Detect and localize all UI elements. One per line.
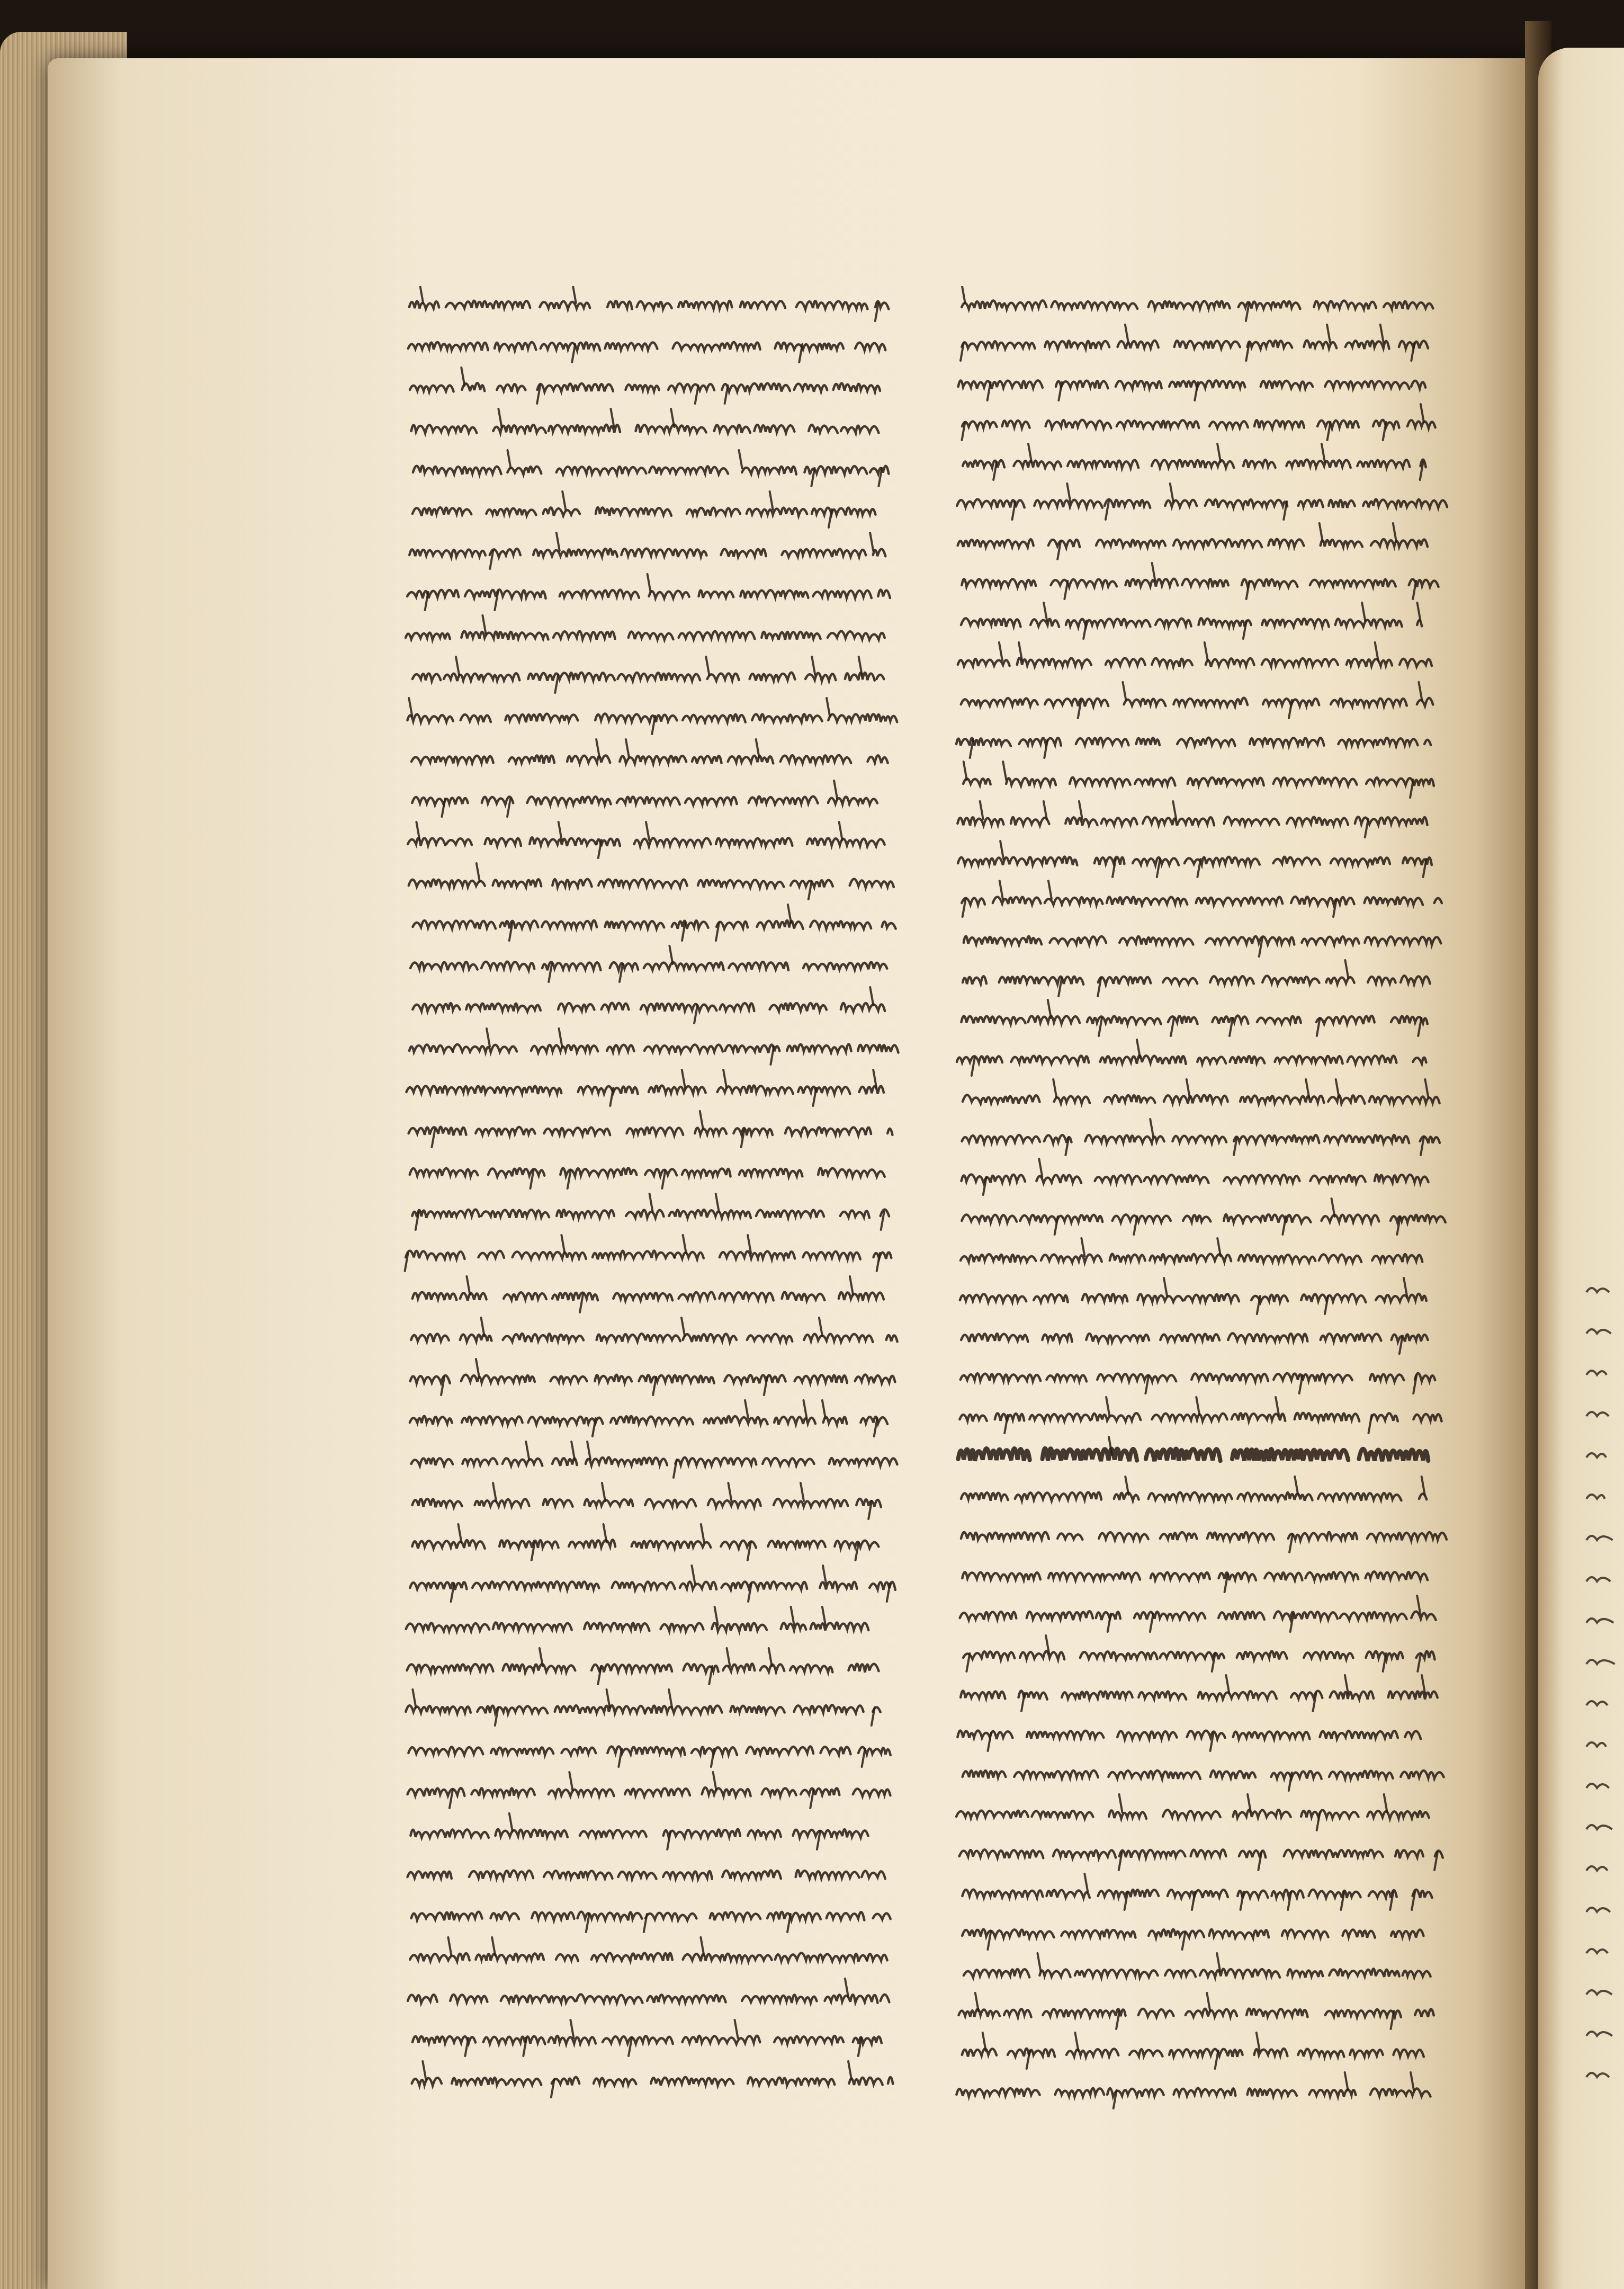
facing-handwritten-fragment <box>1586 1371 1607 1375</box>
handwritten-line <box>409 533 885 569</box>
handwritten-line <box>410 1400 887 1436</box>
facing-handwritten-fragment <box>1586 1453 1606 1458</box>
facing-handwritten-fragment <box>1586 1701 1608 1705</box>
handwritten-line <box>963 960 1430 996</box>
handwritten-line <box>406 1607 869 1631</box>
handwritten-line <box>412 2020 882 2056</box>
handwritten-line <box>956 738 1431 758</box>
handwritten-line <box>412 1194 889 1230</box>
handwritten-line <box>957 1731 1421 1751</box>
handwritten-line <box>956 1794 1429 1830</box>
handwritten-line <box>407 1648 879 1684</box>
handwritten-line <box>962 563 1438 599</box>
handwritten-line <box>406 1689 880 1725</box>
handwritten-line <box>413 450 889 486</box>
facing-handwritten-fragment <box>1586 2032 1612 2036</box>
handwritten-line <box>962 1199 1446 1235</box>
facing-handwritten-fragment <box>1586 1495 1605 1499</box>
handwritten-line <box>962 1119 1440 1155</box>
handwritten-line <box>413 905 896 941</box>
handwritten-line <box>409 1029 899 1065</box>
handwritten-line <box>412 491 875 527</box>
facing-handwritten-fragment <box>1586 1990 1612 1995</box>
handwritten-line <box>957 801 1427 837</box>
handwritten-line <box>963 762 1434 798</box>
facing-handwritten-fragment <box>1586 2073 1609 2077</box>
handwritten-line <box>958 1437 1429 1461</box>
handwritten-line <box>959 1993 1434 2029</box>
handwritten-line <box>961 1238 1422 1263</box>
handwritten-line <box>412 657 884 693</box>
facing-handwritten-fragment <box>1586 1329 1611 1334</box>
handwritten-line <box>411 1318 897 1342</box>
handwritten-line <box>960 1596 1436 1632</box>
handwritten-line <box>962 1571 1428 1592</box>
handwritten-line <box>410 1359 895 1395</box>
facing-handwritten-fragment <box>1586 1288 1609 1292</box>
handwritten-line <box>964 1953 1431 1978</box>
handwritten-line <box>963 1635 1434 1671</box>
facing-handwritten-fragment <box>1586 1619 1613 1623</box>
handwritten-line <box>411 1442 898 1478</box>
handwritten-line <box>959 1397 1441 1433</box>
handwritten-line <box>963 1771 1444 1791</box>
facing-handwritten-fragment <box>1586 1784 1609 1788</box>
right-column-handwriting <box>953 286 1456 2161</box>
handwritten-line <box>405 1235 892 1271</box>
handwritten-line <box>961 325 1428 361</box>
handwritten-line <box>410 1937 887 1962</box>
handwritten-line <box>957 1040 1426 1076</box>
handwritten-line <box>962 2033 1424 2069</box>
handwritten-line <box>412 1276 884 1312</box>
handwritten-line <box>963 444 1426 480</box>
handwritten-line <box>961 1333 1428 1354</box>
handwritten-line <box>406 615 885 640</box>
handwritten-line <box>961 603 1422 639</box>
handwritten-line <box>958 523 1428 559</box>
handwritten-line <box>408 1870 885 1879</box>
handwritten-line <box>958 841 1432 877</box>
handwritten-line <box>411 409 879 433</box>
handwritten-line <box>408 1979 889 2003</box>
handwritten-line <box>410 1813 868 1849</box>
facing-handwritten-fragment <box>1586 1412 1609 1416</box>
handwritten-line <box>958 380 1425 400</box>
handwritten-line <box>962 881 1442 917</box>
handwritten-line <box>962 1874 1432 1910</box>
handwritten-line <box>408 1746 890 1767</box>
handwritten-line <box>411 739 888 764</box>
handwritten-line <box>412 781 877 817</box>
handwritten-line <box>408 1772 891 1808</box>
handwritten-line <box>408 342 885 362</box>
facing-handwritten-fragment <box>1586 1536 1613 1540</box>
facing-handwritten-fragment <box>1586 1577 1610 1581</box>
handwritten-line <box>409 1111 893 1147</box>
handwritten-line <box>957 484 1447 520</box>
handwritten-line <box>962 1159 1429 1195</box>
facing-handwritten-fragment <box>1586 1949 1608 1953</box>
handwritten-line <box>960 1278 1426 1314</box>
handwritten-line <box>412 987 885 1023</box>
handwritten-line <box>407 1070 884 1106</box>
handwritten-line <box>961 1532 1447 1552</box>
handwritten-line <box>964 936 1441 956</box>
handwritten-line <box>956 2072 1430 2108</box>
handwritten-line <box>407 698 897 734</box>
handwritten-line <box>410 1566 895 1602</box>
handwritten-line <box>410 946 887 982</box>
handwritten-line <box>409 863 894 899</box>
handwritten-line <box>958 642 1432 667</box>
handwritten-line <box>962 1929 1423 1950</box>
left-column-handwriting <box>402 286 911 2161</box>
facing-handwritten-fragment <box>1586 1908 1610 1912</box>
handwritten-line <box>962 286 1433 321</box>
handwritten-line <box>412 1483 881 1519</box>
facing-handwritten-fragment <box>1586 1866 1608 1871</box>
handwritten-line <box>408 822 885 858</box>
facing-handwritten-fragment <box>1586 1660 1615 1664</box>
handwritten-line <box>962 1000 1428 1036</box>
handwritten-line <box>961 1675 1438 1711</box>
handwritten-line <box>961 1373 1435 1393</box>
facing-page-handwriting <box>1583 1282 1624 2129</box>
handwritten-line <box>962 404 1435 440</box>
handwritten-line <box>412 1524 878 1560</box>
folio-number <box>905 180 969 212</box>
handwritten-line <box>409 286 889 321</box>
handwritten-line <box>961 682 1433 718</box>
handwritten-line <box>411 1912 891 1932</box>
handwritten-line <box>410 1168 885 1188</box>
handwritten-line <box>407 574 890 610</box>
handwritten-line <box>959 1849 1443 1870</box>
facing-handwritten-fragment <box>1586 1742 1606 1747</box>
facing-handwritten-fragment <box>1586 1825 1612 1829</box>
handwritten-line <box>410 368 880 404</box>
handwritten-line <box>963 1079 1440 1104</box>
handwritten-line <box>961 1477 1426 1501</box>
handwritten-line <box>412 2061 893 2097</box>
